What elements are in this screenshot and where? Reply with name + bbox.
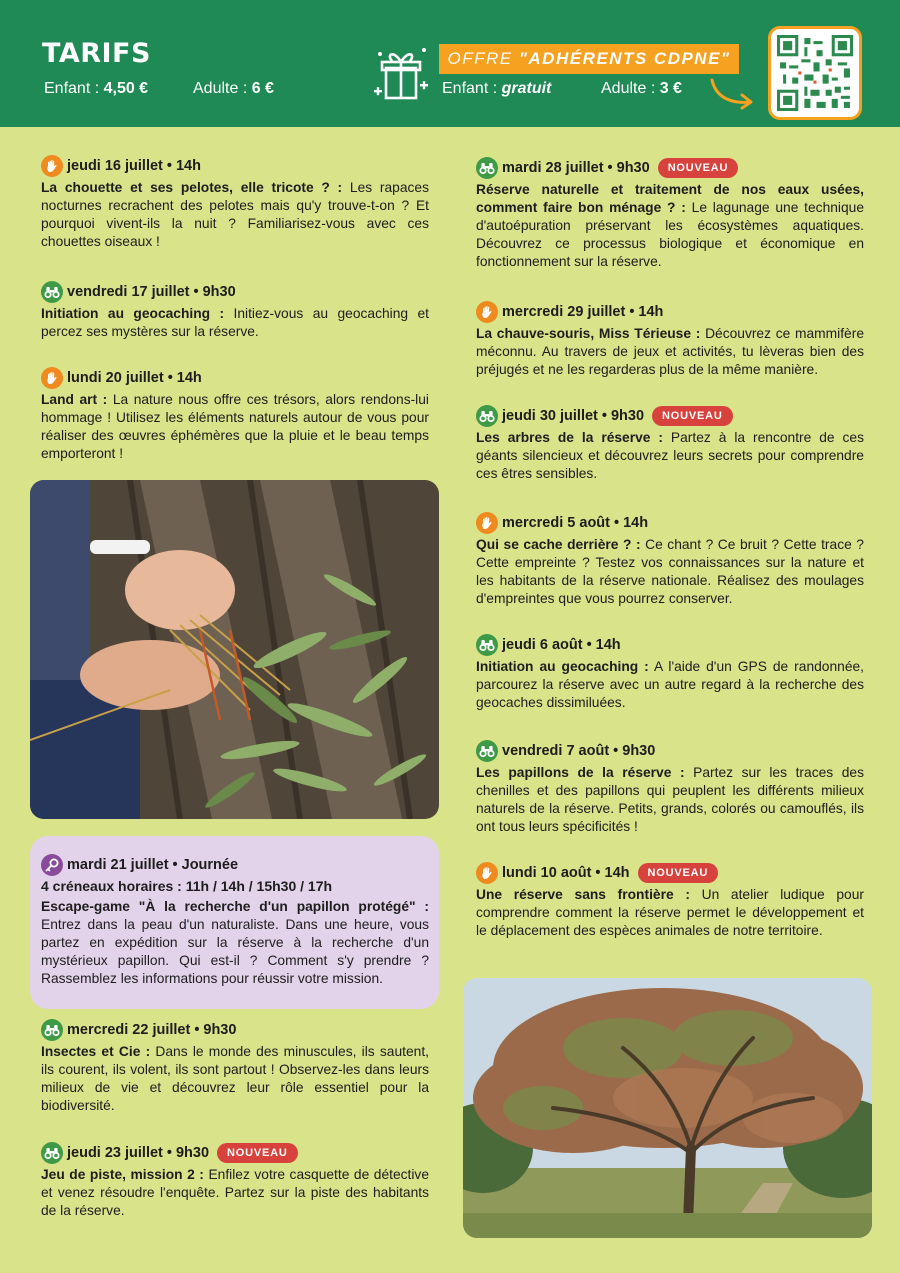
- event-header: [476, 512, 864, 534]
- event-description: [41, 898, 429, 988]
- event-title: Qui se cache derrière ? :: [476, 537, 641, 552]
- bullet-separator: •: [607, 160, 613, 176]
- event-time: 14h: [623, 515, 649, 531]
- tree-photo: [463, 978, 872, 1238]
- offer-child-price-line: Enfant : gratuit: [442, 80, 552, 97]
- event-card: [476, 157, 864, 271]
- hand-icon: [476, 301, 498, 323]
- event-date: mercredi 5 août: [502, 515, 610, 531]
- event-time: 14h: [175, 158, 201, 174]
- adult-price: 6 €: [251, 80, 274, 97]
- event-description: [476, 325, 864, 379]
- event-card: [476, 740, 864, 836]
- event-date: lundi 10 août: [502, 865, 592, 881]
- binoculars-icon: [41, 1019, 63, 1041]
- event-description: [476, 658, 864, 712]
- bullet-separator: •: [172, 857, 178, 873]
- event-text: Dans le monde des minuscules, ils sautent, ils courent, ils volent, ils sont partout ! Observez-les dans leurs milieux de vie et découvrez leur rôle essentiel pour la biodiversité.: [41, 1044, 429, 1113]
- binoculars-icon: [476, 405, 498, 427]
- new-badge: NOUVEAU: [638, 863, 719, 883]
- bullet-separator: •: [194, 1022, 200, 1038]
- hand-icon: [41, 367, 63, 389]
- event-card: [41, 854, 429, 988]
- bullet-separator: •: [167, 370, 173, 386]
- event-card: [476, 512, 864, 608]
- event-text: La nature nous offre ces trésors, alors rendons-lui hommage ! Utilisez les éléments naturels autour de vous pour réaliser des œuvres éphémères que la pluie et le beau temps emporteront !: [41, 392, 429, 461]
- event-card: [476, 634, 864, 712]
- bullet-separator: •: [586, 637, 592, 653]
- event-date: jeudi 30 juillet: [502, 408, 598, 424]
- bullet-separator: •: [193, 284, 199, 300]
- event-date: lundi 20 juillet: [67, 370, 164, 386]
- event-title: Réserve naturelle et traitement de nos eaux usées, comment faire bon ménage ? :: [476, 182, 864, 215]
- event-card: [476, 405, 864, 483]
- event-time-slots: 4 créneaux horaires : 11h / 14h / 15h30 / 17h: [41, 878, 333, 894]
- event-time: 14h: [176, 370, 202, 386]
- offer-badge: OFFRE "ADHÉRENTS CDPNE": [439, 44, 739, 74]
- qr-code-icon: [777, 35, 853, 111]
- hand-icon: [41, 155, 63, 177]
- bullet-separator: •: [601, 408, 607, 424]
- event-card: [41, 155, 429, 251]
- binoculars-icon: [476, 634, 498, 656]
- event-description: [41, 1166, 429, 1220]
- binoculars-icon: [41, 1142, 63, 1164]
- event-time: 14h: [595, 637, 621, 653]
- event-text: Découvrez ce mammifère méconnu. Au travers de jeux et activités, tu lèveras bien des préjugés et ne les regarderas plus de la même manière.: [476, 326, 864, 377]
- event-description: [476, 886, 864, 940]
- binoculars-icon: [41, 281, 63, 303]
- event-date: mercredi 29 juillet: [502, 304, 626, 320]
- event-title: Escape-game "À la recherche d'un papillon protégé" :: [41, 899, 429, 914]
- land-art-photo-image: [30, 480, 439, 819]
- offer-child-price: gratuit: [501, 80, 552, 97]
- event-description: [41, 391, 429, 463]
- event-text: Partez sur les traces des chenilles et des papillons qui peuplent les différents milieux naturels de la réserve. Petits, grands, colorés ou camouflés, ils ont tous leurs spécificités !: [476, 765, 864, 834]
- bullet-separator: •: [614, 515, 620, 531]
- event-title: Insectes et Cie :: [41, 1044, 151, 1059]
- event-title: Initiation au geocaching :: [41, 306, 225, 321]
- event-time: 9h30: [203, 1022, 237, 1038]
- event-date: jeudi 16 juillet: [67, 158, 163, 174]
- event-time: 14h: [604, 865, 630, 881]
- event-date: vendredi 17 juillet: [67, 284, 190, 300]
- tarifs-title: TARIFS: [42, 38, 151, 69]
- bullet-separator: •: [613, 743, 619, 759]
- event-description: [476, 429, 864, 483]
- header-banner: [0, 0, 900, 127]
- event-date: mardi 21 juillet: [67, 857, 169, 873]
- bullet-separator: •: [166, 158, 172, 174]
- event-header: [476, 862, 864, 884]
- event-header: [41, 1142, 429, 1164]
- offer-adult-price-line: Adulte : 3 €: [601, 80, 682, 97]
- event-text: Ce chant ? Ce bruit ? Cette trace ? Cette empreinte ? Testez vos connaissances sur la nature et les habitants de la réserve nationale. Réalisez des moulages d'empreintes que vous pourrez conserver.: [476, 537, 864, 606]
- tree-photo-image: [463, 978, 872, 1238]
- event-card: [476, 862, 864, 940]
- event-time: 9h30: [202, 284, 236, 300]
- event-date: jeudi 23 juillet: [67, 1145, 163, 1161]
- event-description: [476, 536, 864, 608]
- event-text: Entrez dans la peau d'un naturaliste. Dans une heure, vous partez en expédition sur la réserve à la recherche d'un mystérieux papillon. Qui est-il ? Comment s'y prendre ? Rassemblez les informations pour réussir votre mission.: [41, 917, 429, 986]
- event-title: Initiation au geocaching :: [476, 659, 649, 674]
- event-description: [476, 181, 864, 271]
- new-badge: NOUVEAU: [217, 1143, 298, 1163]
- event-header: [41, 854, 429, 876]
- event-text: Initiez-vous au geocaching et percez ses mystères sur la réserve.: [41, 306, 429, 339]
- offer-adult-price: 3 €: [659, 80, 682, 97]
- land-art-photo: [30, 480, 439, 819]
- event-text: Le lagunage une technique d'autoépuration préservant les écosystèmes aquatiques. Découvrez ce processus biologique et économique en fonctionnement sur la réserve.: [476, 200, 864, 269]
- event-header: [41, 367, 429, 389]
- event-text: Un atelier ludique pour comprendre comment la réserve permet le développement et le déplacement des espèces animales de notre territoire.: [476, 887, 864, 938]
- event-title: La chauve-souris, Miss Térieuse :: [476, 326, 701, 341]
- event-title: Une réserve sans frontière :: [476, 887, 690, 902]
- event-title: La chouette et ses pelotes, elle tricote ? :: [41, 180, 343, 195]
- event-header: [476, 740, 864, 762]
- event-title: Les papillons de la réserve :: [476, 765, 685, 780]
- event-title: Jeu de piste, mission 2 :: [41, 1167, 204, 1182]
- arrow-icon: [708, 76, 756, 110]
- event-date: jeudi 6 août: [502, 637, 583, 653]
- key-icon: [41, 854, 63, 876]
- hand-icon: [476, 862, 498, 884]
- event-title: Land art :: [41, 392, 108, 407]
- event-text: Partez à la rencontre de ces géants silencieux et découvrez leurs secrets pour comprendre ces êtres sensibles.: [476, 430, 865, 481]
- event-date: vendredi 7 août: [502, 743, 610, 759]
- event-header: [41, 1019, 429, 1041]
- event-header: [41, 281, 429, 303]
- event-time: 9h30: [610, 408, 645, 424]
- gift-icon: [372, 44, 432, 104]
- event-card: [476, 301, 864, 379]
- event-header: [476, 301, 864, 323]
- event-text: A l'aide d'un GPS de randonnée, parcourez la réserve avec un autre regard à la recherche des geocaches dissimiluées.: [476, 659, 864, 710]
- event-header: [476, 405, 864, 427]
- event-description: [476, 764, 864, 836]
- new-badge: NOUVEAU: [658, 158, 739, 178]
- event-description: [41, 179, 429, 251]
- event-card: [41, 1019, 429, 1115]
- event-card: [41, 281, 429, 341]
- child-price: 4,50 €: [103, 80, 149, 97]
- event-header: [476, 634, 864, 656]
- event-date: mardi 28 juillet: [502, 160, 604, 176]
- child-price-line: Enfant : 4,50 €: [44, 80, 149, 97]
- event-description: [41, 1043, 429, 1115]
- bullet-separator: •: [629, 304, 635, 320]
- event-time: 9h30: [616, 160, 650, 176]
- event-date: mercredi 22 juillet: [67, 1022, 191, 1038]
- binoculars-icon: [476, 740, 498, 762]
- event-card: [41, 367, 429, 463]
- event-text: Enfilez votre casquette de détective et venez résoudre l'enquête. Partez sur la piste des habitants de la réserve.: [41, 1167, 429, 1218]
- event-card: [41, 1142, 429, 1220]
- qr-code[interactable]: [768, 26, 862, 120]
- adult-price-line: Adulte : 6 €: [193, 80, 274, 97]
- event-header: [41, 155, 429, 177]
- event-time: 14h: [638, 304, 664, 320]
- event-text: Les rapaces nocturnes recrachent des pelotes mais qu'y trouve-t-on ? Et pourquoi vivent-ils la nuit ? Familiarisez-vous avec ces chouettes oiseaux !: [41, 180, 429, 249]
- event-title: Les arbres de la réserve :: [476, 430, 663, 445]
- event-description: [41, 305, 429, 341]
- hand-icon: [476, 512, 498, 534]
- binoculars-icon: [476, 157, 498, 179]
- event-time: 9h30: [175, 1145, 210, 1161]
- event-time: Journée: [181, 857, 239, 873]
- event-time: 9h30: [622, 743, 656, 759]
- bullet-separator: •: [595, 865, 601, 881]
- new-badge: NOUVEAU: [652, 406, 733, 426]
- bullet-separator: •: [166, 1145, 172, 1161]
- event-header: [476, 157, 864, 179]
